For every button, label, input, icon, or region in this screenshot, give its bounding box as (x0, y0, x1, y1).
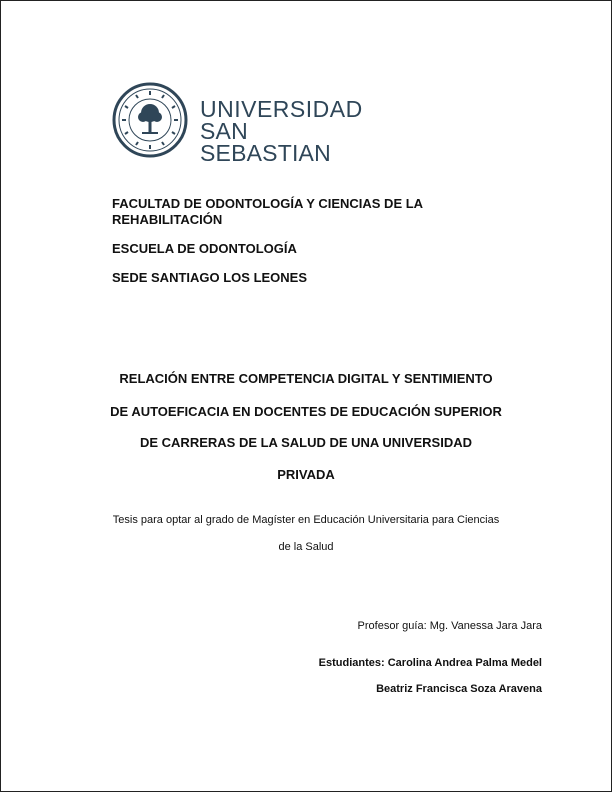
wordmark-line-2: SAN SEBASTIAN (200, 118, 331, 166)
thesis-subtitle-line-2: de la Salud (278, 541, 334, 553)
wordmark-line-1: UNIVERSIDAD (200, 96, 363, 122)
campus-name: SEDE SANTIAGO LOS LEONES (112, 270, 308, 285)
student-2: Beatriz Francisca Soza Aravena (376, 683, 542, 695)
university-seal-icon (112, 82, 188, 158)
university-logo (112, 82, 372, 166)
thesis-title-line-1: RELACIÓN ENTRE COMPETENCIA DIGITAL Y SENTIMIENTO (119, 371, 493, 386)
thesis-title-line-4: PRIVADA (277, 467, 335, 482)
university-wordmark (200, 98, 372, 164)
thesis-subtitle-line-1: Tesis para optar al grado de Magíster en Educación Universitaria para Ciencias (112, 514, 500, 526)
thesis-advisor: Profesor guía: Mg. Vanessa Jara Jara (357, 620, 542, 632)
thesis-title-line-3: DE CARRERAS DE LA SALUD DE UNA UNIVERSIDAD (139, 435, 472, 450)
student-1: Estudiantes: Carolina Andrea Palma Medel (318, 657, 542, 669)
faculty-name: FACULTAD DE ODONTOLOGÍA Y CIENCIAS DE LA REHABILITACIÓN (112, 196, 423, 227)
thesis-title-line-2: DE AUTOEFICACIA EN DOCENTES DE EDUCACIÓN SUPERIOR (110, 404, 502, 419)
school-name: ESCUELA DE ODONTOLOGÍA (112, 241, 297, 256)
